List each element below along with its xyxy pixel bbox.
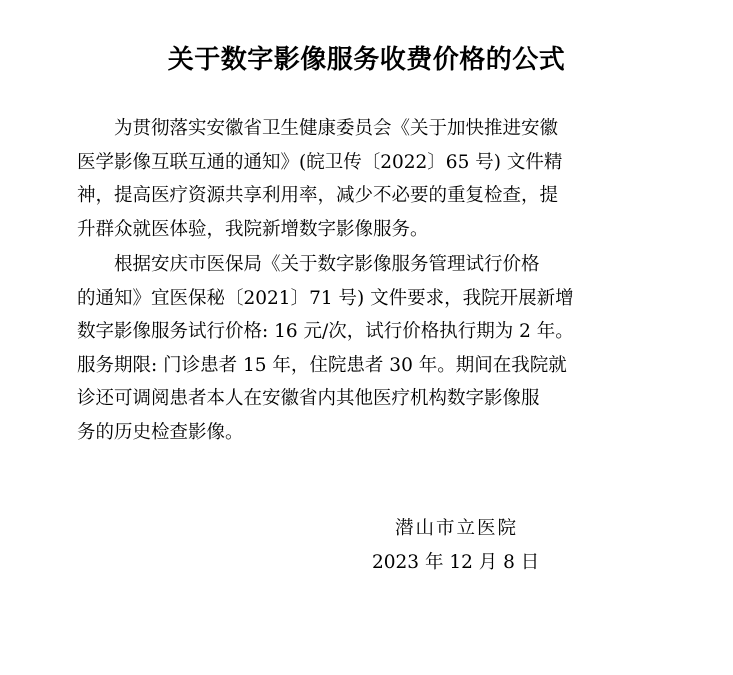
signature-organization: 潜山市立医院	[395, 518, 519, 539]
notice-title: 关于数字影像服务收费价格的公式	[167, 45, 566, 75]
paragraph-line: 根据安庆市医保局《关于数字影像服务管理试行价格	[77, 254, 540, 275]
paragraph-pricing	[77, 248, 637, 449]
paragraph-line: 数字影像服务试行价格: 16 元/次，试行价格执行期为 2 年。	[77, 321, 574, 342]
paragraph-line: 务的历史检查影像。	[77, 421, 244, 443]
signature-date: 2023 年 12 月 8 日	[372, 552, 540, 573]
paragraph-line: 升群众就医体验，我院新增数字影像服务。	[77, 218, 429, 240]
paragraph-line: 诊还可调阅患者本人在安徽省内其他医疗机构数字影像服	[77, 388, 540, 409]
paragraph-line: 的通知》宜医保秘〔2021〕71 号) 文件要求，我院开展新增	[77, 287, 574, 309]
paragraph-line: 医学影像互联互通的通知》(皖卫传〔2022〕65 号) 文件精	[77, 151, 563, 173]
paragraph-line: 为贯彻落实安徽省卫生健康委员会《关于加快推进安徽	[77, 118, 559, 139]
paragraph-line: 神，提高医疗资源共享利用率，减少不必要的重复检查，提	[77, 185, 559, 206]
paragraph-line: 服务期限: 门诊患者 15 年，住院患者 30 年。期间在我院就	[77, 354, 567, 376]
paragraph-background	[77, 112, 637, 246]
